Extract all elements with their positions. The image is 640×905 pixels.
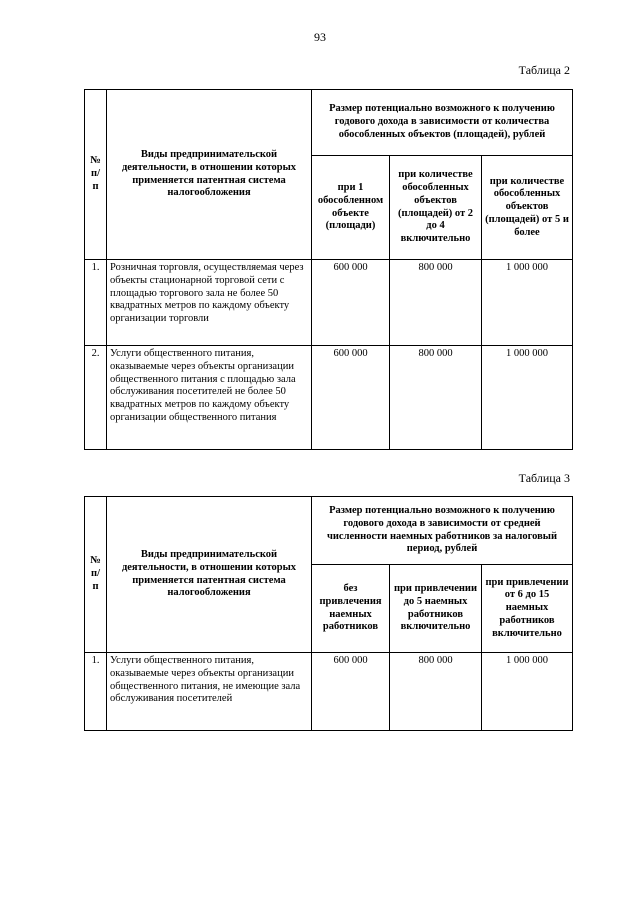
row-activity: Услуги общественного питания, оказываемые через объекты организации общественного питания, не имеющие зала обслуживания посетителей — [107, 653, 312, 731]
subheader-two-to-four-objects: при количестве обособленных объектов (площадей) от 2 до 4 включительно — [390, 156, 482, 260]
row-value: 1 000 000 — [482, 260, 573, 346]
row-value: 1 000 000 — [482, 653, 573, 731]
column-header-activity: Виды предпринимательской деятельности, в отношении которых применяется патентная система налогообложения — [107, 497, 312, 653]
table-row — [85, 346, 573, 450]
column-header-income-group: Размер потенциально возможного к получению годового дохода в зависимости от количества обособленных объектов (площадей), рублей — [312, 90, 573, 156]
column-header-activity: Виды предпринимательской деятельности, в отношении которых применяется патентная система налогообложения — [107, 90, 312, 260]
row-value: 800 000 — [390, 653, 482, 731]
column-header-income-group: Размер потенциально возможного к получению годового дохода в зависимости от средней численности наемных работников за налоговый период, рублей — [312, 497, 573, 565]
row-activity: Розничная торговля, осуществляемая через объекты стационарной торговой сети с площадью торгового зала не более 50 квадратных метров по каждому объекту организации торговли — [107, 260, 312, 346]
subheader-up-to-five-employees: при привлечении до 5 наемных работников включительно — [390, 565, 482, 653]
subheader-five-plus-objects: при количестве обособленных объектов (площадей) от 5 и более — [482, 156, 573, 260]
row-number: 2. — [85, 346, 107, 450]
row-activity: Услуги общественного питания, оказываемые через объекты организации общественного питания с площадью зала обслуживания посетителей не более 50 квадратных метров по каждому объекту организации общественного питания — [107, 346, 312, 450]
column-header-number: № п/п — [85, 90, 107, 260]
row-value: 600 000 — [312, 260, 390, 346]
subheader-six-to-fifteen-employees: при привлечении от 6 до 15 наемных работников включительно — [482, 565, 573, 653]
row-number: 1. — [85, 260, 107, 346]
row-value: 600 000 — [312, 653, 390, 731]
table-3 — [84, 496, 573, 731]
row-number: 1. — [85, 653, 107, 731]
table-3-caption: Таблица 3 — [518, 471, 570, 485]
row-value: 1 000 000 — [482, 346, 573, 450]
table-row — [85, 653, 573, 731]
column-header-number: № п/п — [85, 497, 107, 653]
row-value: 800 000 — [390, 260, 482, 346]
subheader-no-employees: без привлечения наемных работников — [312, 565, 390, 653]
table-2-caption: Таблица 2 — [518, 63, 570, 77]
page-number: 93 — [314, 30, 326, 44]
table-2 — [84, 89, 573, 450]
row-value: 600 000 — [312, 346, 390, 450]
subheader-one-object: при 1 обособленном объекте (площади) — [312, 156, 390, 260]
row-value: 800 000 — [390, 346, 482, 450]
table-row — [85, 260, 573, 346]
